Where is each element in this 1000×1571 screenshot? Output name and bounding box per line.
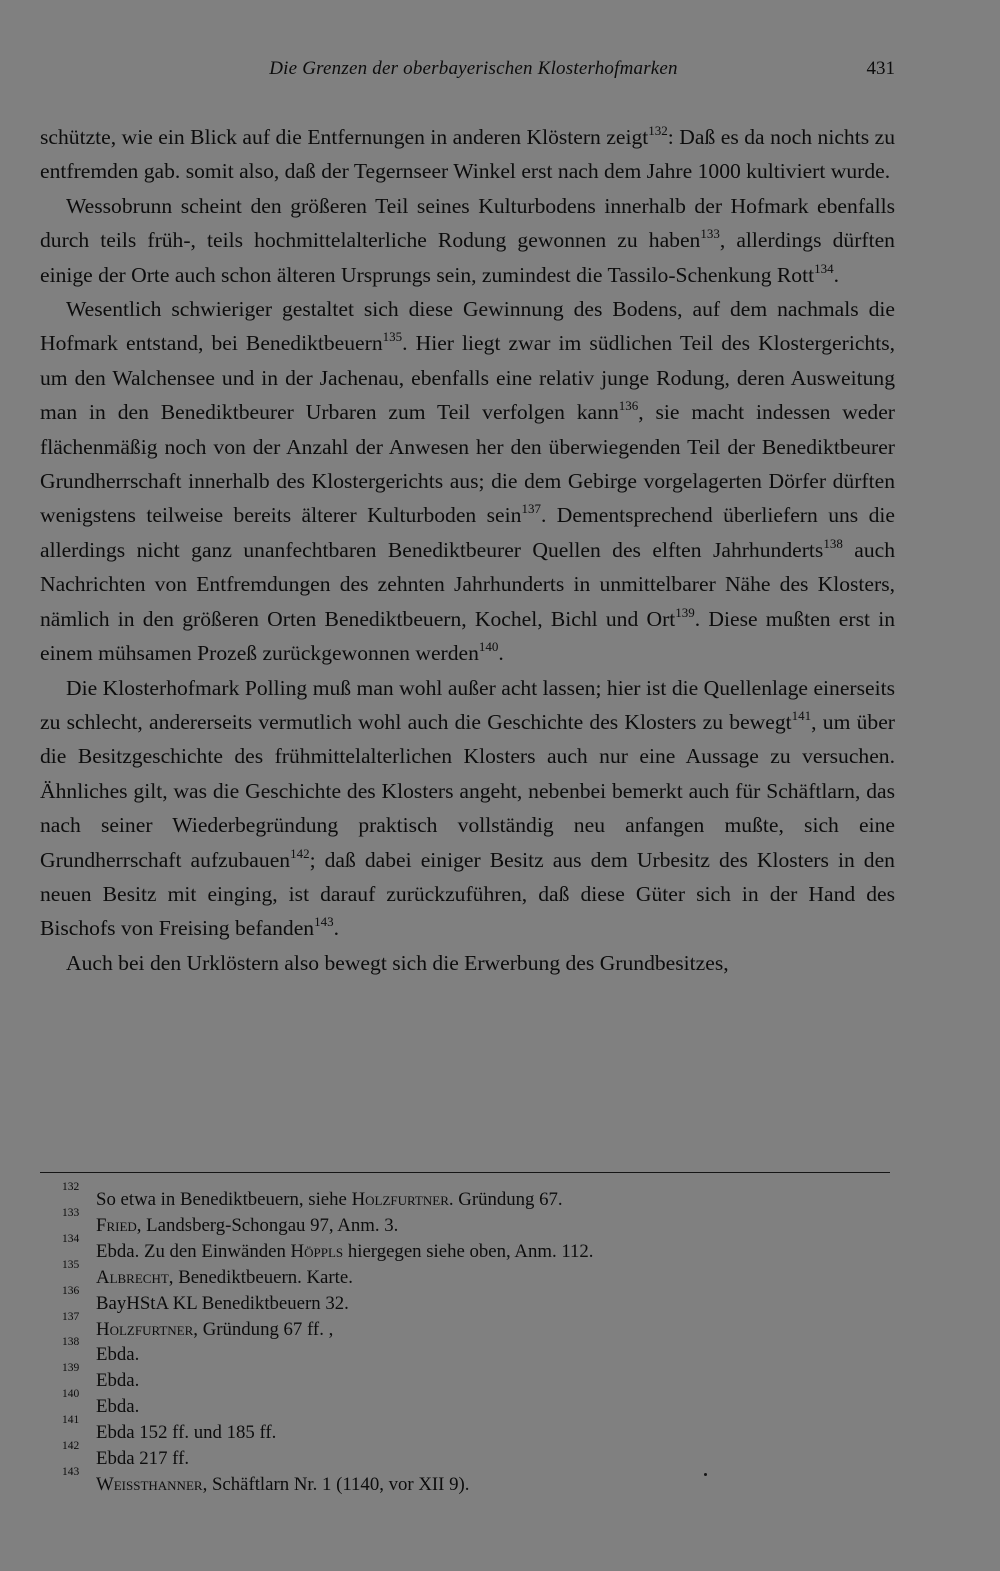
footnote-text: , Landsberg-Schongau 97, Anm. 3.	[136, 1214, 399, 1236]
footnote-number: 143	[62, 1465, 80, 1478]
footnote-ref: 140	[478, 639, 499, 655]
footnote	[62, 1181, 862, 1213]
text-run: , allerdings dürften einige der Orte auch schon älteren Ursprungs sein, zumindest die Tassilo-Schenkung Rott	[40, 228, 895, 287]
text-run: .	[498, 641, 504, 666]
footnote	[62, 1414, 862, 1446]
footnote-text: Ebda. Zu den Einwänden	[96, 1240, 291, 1262]
text-run: , um über die Besitzgeschichte des frühmittelalterlichen Klosters auch nur eine Aussage zu versuchen. Ähnliches gilt, was die Geschichte des Klosters angeht, nebenbei bemerkt auch für Schäftlarn, das nach seiner Wiederbegründung praktisch vollständig neu anfangen mußte, sich eine Grundherrschaft aufzubauen	[40, 709, 895, 872]
footnote-text: Ebda.	[96, 1396, 140, 1418]
footnote-ref: 135	[382, 329, 403, 345]
text-run: Auch bei den Urklöstern also bewegt sich die Erwerbung des Grundbesitzes,	[66, 950, 729, 975]
footnote-separator	[40, 1172, 890, 1173]
footnote	[62, 1465, 862, 1498]
text-run: , sie macht indessen weder flächenmäßig noch von der Anzahl der Anwesen her den überwiegenden Teil der Benediktbeurer Grundherrschaft innerhalb des Klostergerichts aus; die dem Gebirge vorgelagerten Dörfer dürften wenigstens teilweise bereits älterer Kulturboden sein	[40, 400, 896, 528]
footnote-text: . Gründung 67.	[448, 1189, 563, 1210]
footnote-number: 140	[62, 1388, 80, 1401]
footnote-number: 134	[62, 1232, 80, 1245]
footnote-ref: 137	[521, 501, 541, 517]
text-run: . Hier liegt zwar im südlichen Teil des Klostergerichts, um den Walchensee und in der Jachenau, ebenfalls eine relativ junge Rodung, deren Ausweitung man in den Benediktbeurer Urbaren zum Teil verfolgen kann	[40, 331, 895, 425]
footnote-number: 133	[62, 1206, 80, 1219]
text-run: schützte, wie ein Blick auf die Entfernungen in anderen Klöstern zeigt	[40, 125, 649, 149]
footnote	[62, 1258, 862, 1291]
author-name: Höppls	[290, 1240, 344, 1262]
footnote-text: BayHStA KL Benediktbeuern 32.	[96, 1292, 349, 1314]
footnotes	[62, 1181, 862, 1498]
author-name: Weissthanner	[96, 1473, 203, 1495]
text-run: Wesentlich schwieriger gestaltet sich diese Gewinnung des Bodens, auf dem nachmals die Hofmark entstand, bei Benediktbeuern	[40, 297, 895, 356]
footnote-ref: 136	[618, 398, 639, 414]
text-run: : Daß es da noch nichts zu entfremden gab. somit also, daß der Tegernseer Winkel erst nach dem Jahre 1000 kultiviert wurde.	[40, 125, 895, 184]
footnote-ref: 139	[675, 604, 695, 620]
footnote-text: , Schäftlarn Nr. 1 (1140, vor XII 9).	[202, 1473, 470, 1495]
text-run: auch Nachrichten von Entfremdungen des zehnten Jahrhunderts in unmittelbarer Nähe des Klosters, nämlich in den größeren Orten Benediktbeuern, Kochel, Bichl und Ort	[40, 537, 895, 631]
footnote	[62, 1310, 862, 1343]
footnote-text: , Benediktbeuern. Karte.	[168, 1266, 353, 1288]
running-title: Die Grenzen der oberbayerischen Klosterhofmarken	[269, 58, 678, 79]
footnote-ref: 133	[700, 226, 720, 242]
footnote	[62, 1232, 862, 1265]
footnote-ref: 143	[314, 914, 334, 930]
footnote-text: So etwa in Benediktbeuern, siehe	[96, 1189, 352, 1210]
footnote-text: Ebda 217 ff.	[96, 1448, 190, 1470]
footnote	[62, 1362, 862, 1394]
author-name: Holzfurtner	[351, 1189, 449, 1210]
footnote-text: Ebda.	[96, 1344, 140, 1366]
main-text	[40, 120, 895, 980]
text-run: Wessobrunn scheint den größeren Teil seines Kulturbodens innerhalb der Hofmark ebenfalls durch teils früh-, teils hochmittelalterliche Rodung gewonnen zu haben	[40, 193, 895, 253]
footnote-number: 139	[62, 1362, 80, 1375]
footnote-text: , Gründung 67 ff. ,	[193, 1318, 334, 1340]
page-number: 431	[866, 58, 895, 79]
page-header	[40, 58, 895, 88]
text-run: ; daß dabei einiger Besitz aus dem Urbesitz des Klosters in den neuen Besitz mit einging, ist darauf zurückzuführen, daß diese Güter sich in der Hand des Bischofs von Freising befanden	[40, 847, 895, 941]
footnote-ref: 134	[814, 260, 834, 276]
footnote-number: 141	[62, 1414, 80, 1427]
scan-speck	[704, 1473, 707, 1476]
footnote-ref: 138	[823, 535, 843, 551]
footnote	[62, 1440, 862, 1472]
text-run: Die Klosterhofmark Polling muß man wohl außer acht lassen; hier ist die Quellenlage einerseits zu schlecht, andererseits vermutlich wohl auch die Geschichte des Klosters zu bewegt	[40, 675, 895, 734]
paragraph	[40, 671, 895, 946]
footnote-number: 135	[62, 1258, 80, 1271]
text-run: .	[833, 262, 839, 287]
footnote-number: 138	[62, 1336, 80, 1349]
footnote	[62, 1336, 862, 1368]
footnote-text: Ebda.	[96, 1370, 140, 1392]
footnote-number: 132	[62, 1181, 80, 1193]
author-name: Holzfurtner	[96, 1318, 194, 1340]
footnote-text: Ebda 152 ff. und 185 ff.	[96, 1422, 277, 1444]
footnote-number: 136	[62, 1284, 80, 1297]
paragraph	[40, 120, 895, 189]
author-name: Albrecht	[96, 1266, 169, 1288]
text-run: .	[333, 916, 339, 941]
footnote-ref: 132	[648, 123, 668, 138]
text-run: . Diese mußten erst in einem mühsamen Prozeß zurückgewonnen werden	[40, 606, 895, 666]
paragraph	[40, 946, 895, 980]
paragraph	[40, 189, 895, 292]
author-name: Fried	[96, 1214, 137, 1236]
footnote-number: 142	[62, 1440, 80, 1453]
paragraph	[40, 292, 895, 670]
footnote	[62, 1388, 862, 1420]
text-run: . Dementsprechend überliefern uns die allerdings nicht ganz unanfechtbaren Benediktbeurer Quellen des elften Jahrhunderts	[40, 503, 895, 562]
footnote-text: hiergegen siehe oben, Anm. 112.	[343, 1240, 594, 1262]
footnote-number: 137	[62, 1310, 80, 1323]
footnote	[62, 1206, 862, 1239]
footnote-ref: 141	[791, 707, 812, 723]
footnote-ref: 142	[290, 845, 310, 861]
footnote	[62, 1284, 862, 1317]
